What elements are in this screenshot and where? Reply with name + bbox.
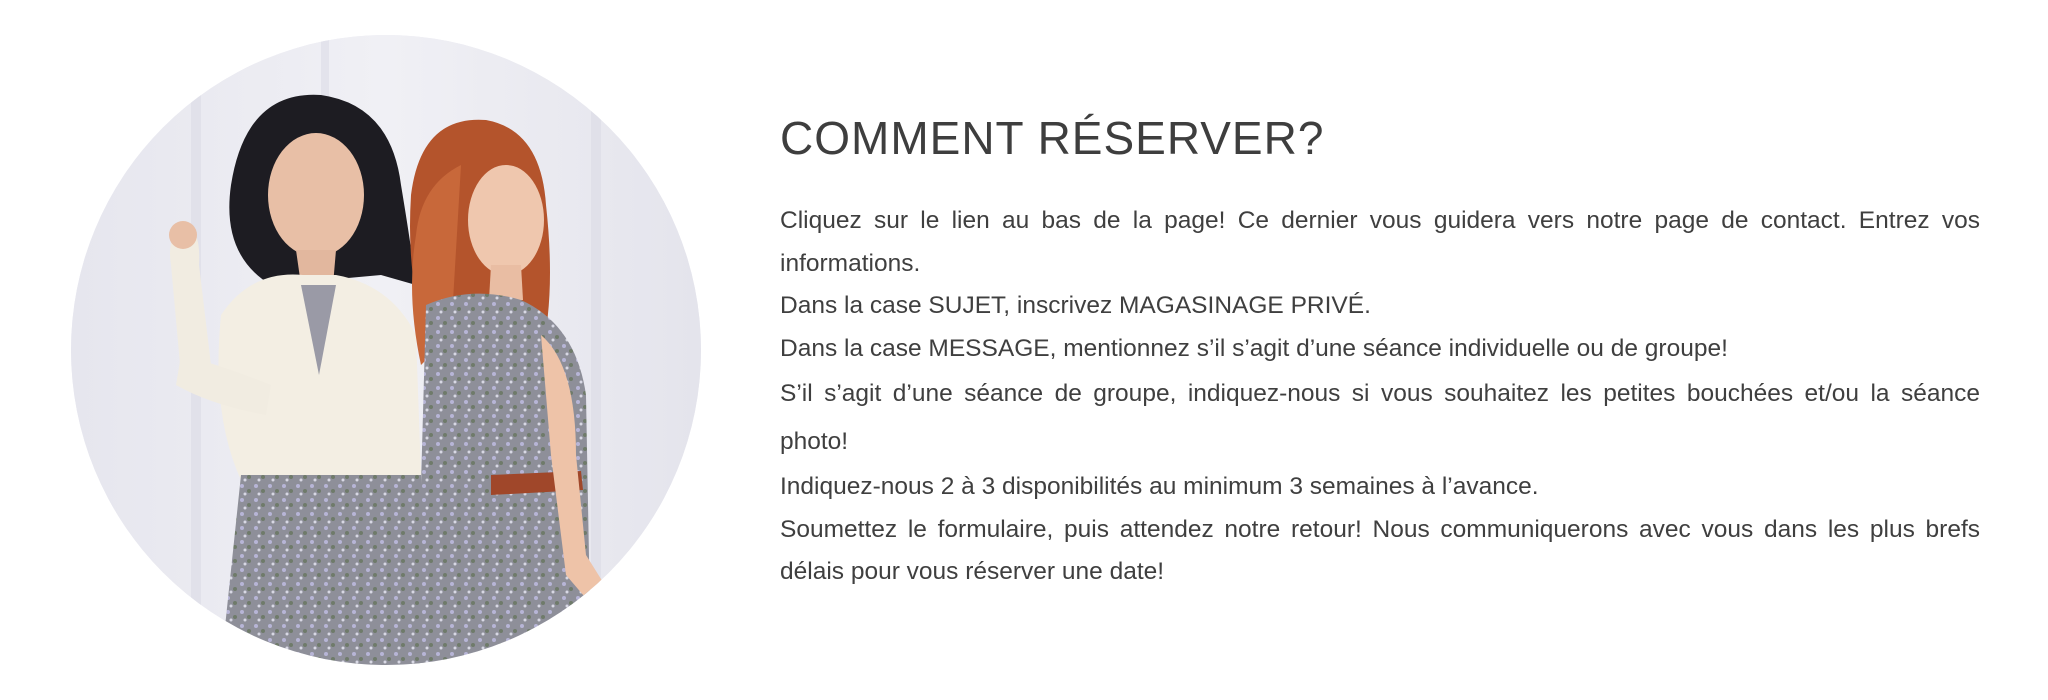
instruction-paragraph: Indiquez-nous 2 à 3 disponibilités au minimum 3 semaines à l’avance. xyxy=(780,473,1539,500)
instruction-paragraph: Dans la case SUJET, inscrivez MAGASINAGE PRIVÉ. xyxy=(780,292,1371,319)
instruction-paragraph: Cliquez sur le lien au bas de la page! Ce dernier vous guidera vers notre page de contact. Entrez vos informations. xyxy=(780,207,1980,277)
team-photo-illustration xyxy=(71,35,701,665)
booking-instructions xyxy=(780,110,1980,594)
section-title: COMMENT RÉSERVER? xyxy=(780,112,1325,164)
instruction-paragraph: Dans la case MESSAGE, mentionnez s’il s’agit d’une séance individuelle ou de groupe! xyxy=(780,334,1728,362)
instruction-paragraph: Soumettez le formulaire, puis attendez notre retour! Nous communiquerons avec vous dans les plus brefs délais pour vous réserver une date! xyxy=(780,515,1980,585)
instruction-paragraph: S’il s’agit d’une séance de groupe, indiquez-nous si vous souhaitez les petites bouchées et/ou la séance photo! xyxy=(780,380,1980,455)
team-photo xyxy=(71,35,701,665)
